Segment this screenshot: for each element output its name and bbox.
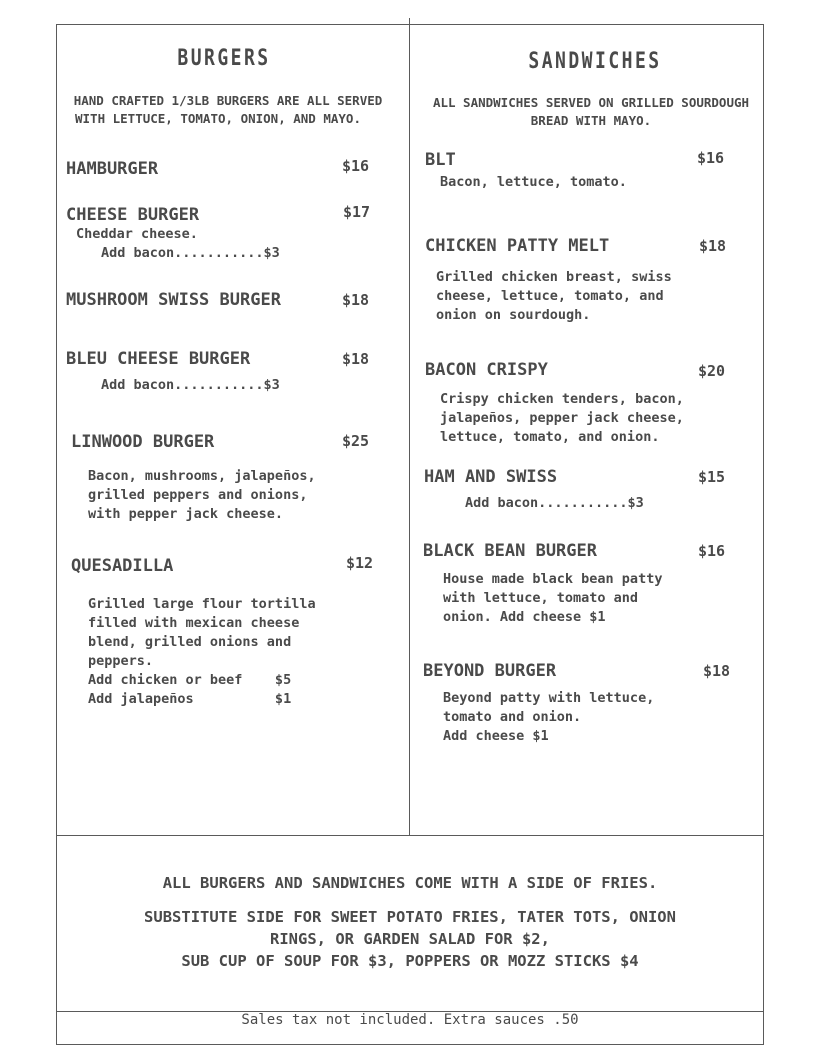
substitute-side-line-2: RINGS, OR GARDEN SALAD FOR $2, xyxy=(270,930,550,948)
menu-item-name: QUESADILLA xyxy=(71,556,174,576)
tax-note: Sales tax not included. Extra sauces .50 xyxy=(241,1012,579,1028)
menu-item-name: CHEESE BURGER xyxy=(66,205,200,225)
column-divider xyxy=(409,18,410,836)
menu-item-price: $18 xyxy=(699,237,727,255)
menu-item-description: Beyond patty with lettuce, tomato and onion. Add cheese $1 xyxy=(443,690,655,744)
substitute-side-line-3: SUB CUP OF SOUP FOR $3, POPPERS OR MOZZ STICKS $4 xyxy=(181,952,639,970)
menu-section-divider xyxy=(56,835,764,836)
substitute-side-line-1: SUBSTITUTE SIDE FOR SWEET POTATO FRIES, TATER TOTS, ONION xyxy=(144,908,676,926)
burgers-heading: BURGERS xyxy=(177,46,271,71)
menu-item-name: BEYOND BURGER xyxy=(423,661,557,681)
menu-item-price: $18 xyxy=(342,291,370,309)
menu-item-addon: Add bacon...........$3 xyxy=(101,245,280,261)
menu-item-price: $16 xyxy=(698,542,726,560)
menu-item-description: House made black bean patty with lettuce, tomato and onion. Add cheese $1 xyxy=(443,571,663,625)
menu-item-price: $20 xyxy=(698,362,726,380)
burgers-intro-line-2: WITH LETTUCE, TOMATO, ONION, AND MAYO. xyxy=(75,111,361,126)
sandwiches-intro-line-1: ALL SANDWICHES SERVED ON GRILLED SOURDOUGH xyxy=(432,95,750,110)
menu-item-description: Crispy chicken tenders, bacon, jalapeños, pepper jack cheese, lettuce, tomato, and onion. xyxy=(440,391,684,445)
menu-item-name: HAMBURGER xyxy=(66,159,159,179)
sandwiches-heading: SANDWICHES xyxy=(528,49,662,74)
menu-item-addon: Add bacon...........$3 xyxy=(465,495,644,511)
menu-item-name: BLT xyxy=(425,150,456,170)
menu-item-description: Grilled large flour tortilla filled with mexican cheese blend, grilled onions and peppers. Add chicken or beef $5 Add jalapeños $1 xyxy=(88,596,316,707)
menu-item-description: Bacon, mushrooms, jalapeños, grilled peppers and onions, with pepper jack cheese. xyxy=(88,468,316,522)
menu-item-name: BLACK BEAN BURGER xyxy=(423,541,597,561)
menu-item-name: BLEU CHEESE BURGER xyxy=(66,349,251,369)
menu-item-name: MUSHROOM SWISS BURGER xyxy=(66,290,281,310)
menu-item-name: CHICKEN PATTY MELT xyxy=(425,236,610,256)
menu-item-price: $17 xyxy=(343,203,371,221)
menu-item-description: Cheddar cheese. xyxy=(76,226,198,242)
menu-item-description: Grilled chicken breast, swiss cheese, lettuce, tomato, and onion on sourdough. xyxy=(436,269,672,323)
menu-item-name: LINWOOD BURGER xyxy=(71,432,215,452)
menu-item-description: Bacon, lettuce, tomato. xyxy=(440,174,627,190)
frame-top-border xyxy=(56,24,764,25)
menu-item-price: $18 xyxy=(342,350,370,368)
frame-bottom-border xyxy=(56,1044,764,1045)
menu-item-price: $18 xyxy=(703,662,731,680)
menu-item-addon: Add bacon...........$3 xyxy=(101,377,280,393)
burgers-intro-line-1: HAND CRAFTED 1/3LB BURGERS ARE ALL SERVED xyxy=(73,93,383,108)
menu-item-name: BACON CRISPY xyxy=(425,360,548,380)
menu-item-price: $15 xyxy=(698,468,726,486)
menu-item-name: HAM AND SWISS xyxy=(424,467,558,487)
sandwiches-intro-line-2: BREAD WITH MAYO. xyxy=(530,113,652,128)
menu-item-price: $16 xyxy=(697,149,725,167)
menu-item-price: $16 xyxy=(342,157,370,175)
menu-item-price: $12 xyxy=(346,554,374,572)
fries-note: ALL BURGERS AND SANDWICHES COME WITH A SIDE OF FRIES. xyxy=(162,874,658,892)
menu-item-price: $25 xyxy=(342,432,370,450)
